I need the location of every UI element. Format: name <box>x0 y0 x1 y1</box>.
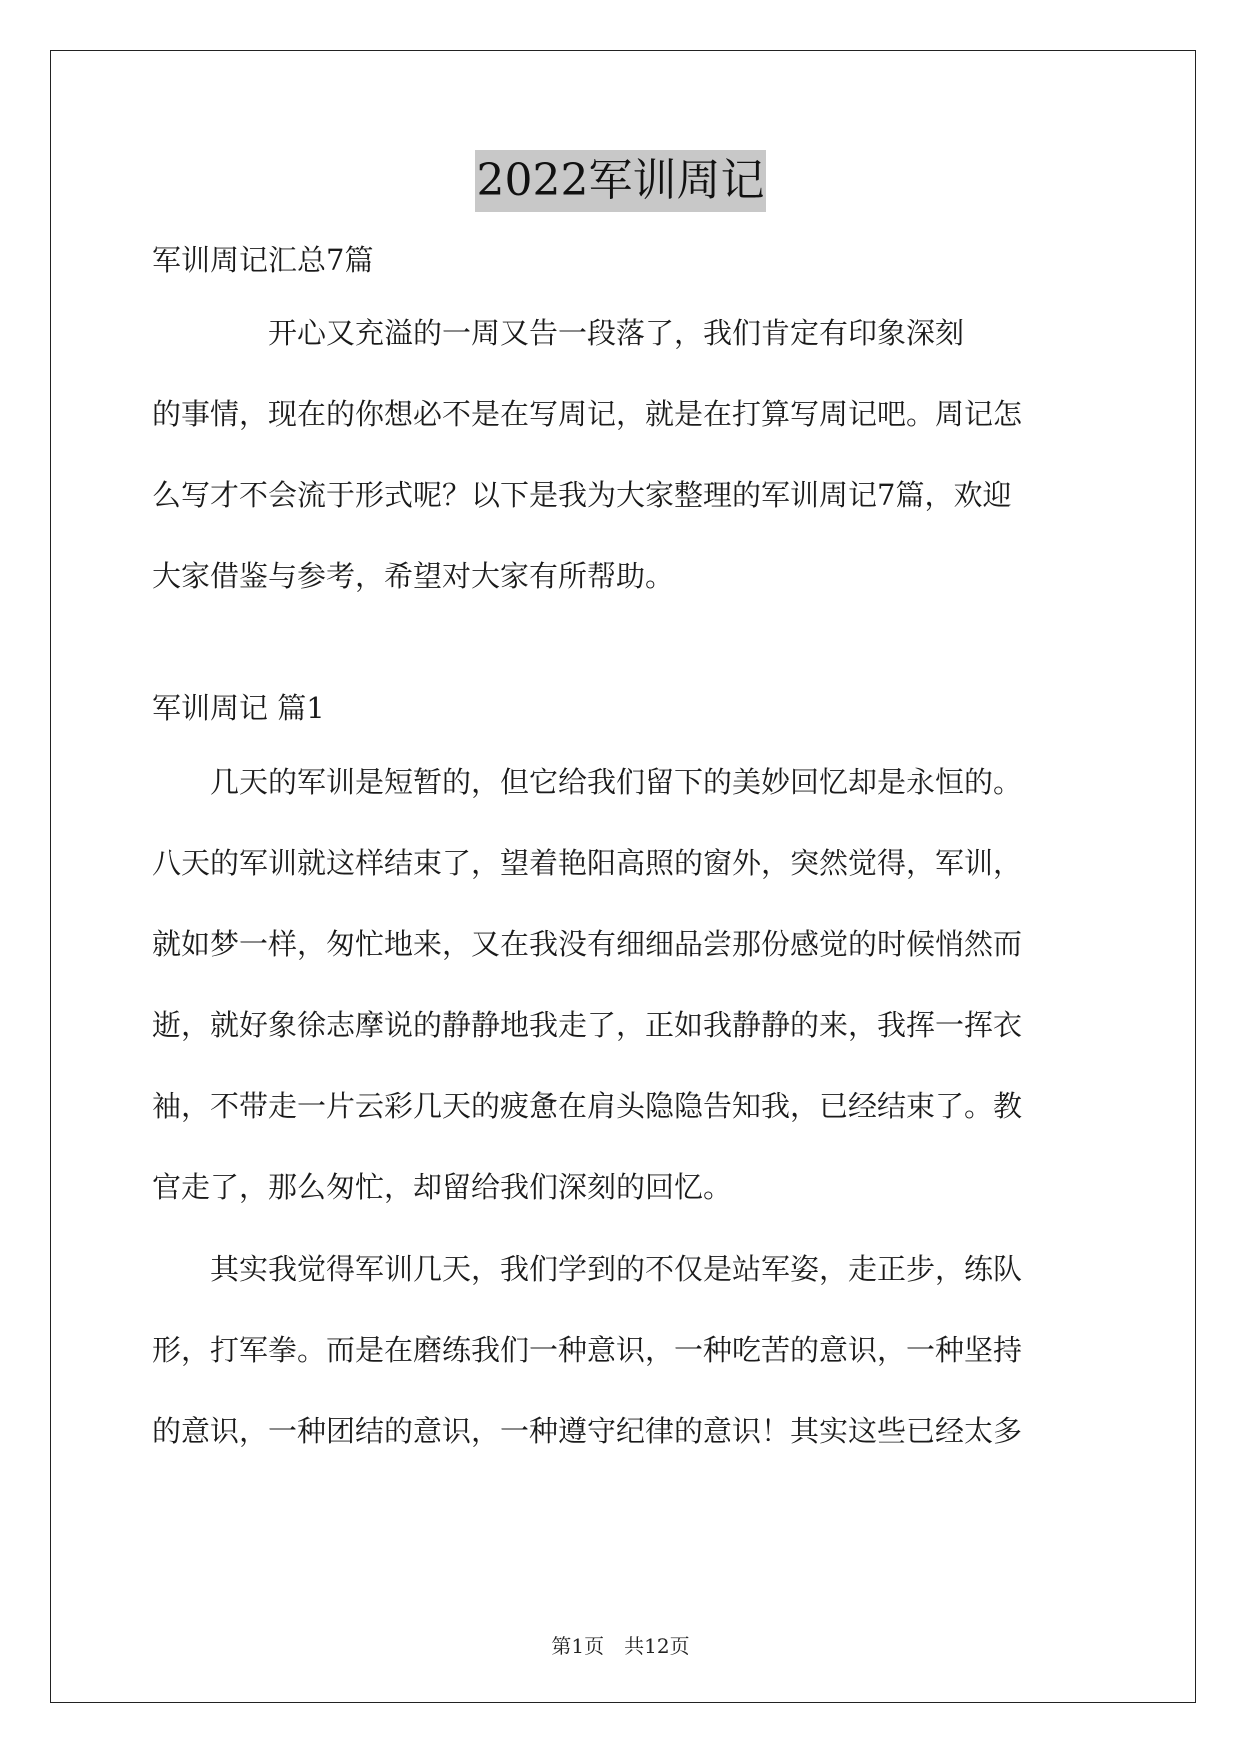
intro-line: 的事情，现在的你想必不是在写周记，就是在打算写周记吧。周记怎 <box>152 397 1023 431</box>
paragraph-line: 官走了，那么匆忙，却留给我们深刻的回忆。 <box>152 1170 733 1204</box>
intro-line: 么写才不会流于形式呢？以下是我为大家整理的军训周记7篇，欢迎 <box>152 478 1012 512</box>
intro-paragraph <box>152 313 1092 637</box>
paragraph-line: 形，打军拳。而是在磨练我们一种意识，一种吃苦的意识，一种坚持 <box>152 1333 1023 1367</box>
paragraph-line: 八天的军训就这样结束了，望着艳阳高照的窗外，突然觉得，军训， <box>152 846 1023 880</box>
section-heading: 军训周记 篇1 <box>152 691 325 725</box>
paragraph-line: 的意识，一种团结的意识，一种遵守纪律的意识！其实这些已经太多 <box>152 1414 1023 1448</box>
paragraph-1 <box>152 762 1092 1248</box>
subtitle: 军训周记汇总7篇 <box>152 243 374 277</box>
paragraph-line: 就如梦一样，匆忙地来，又在我没有细细品尝那份感觉的时候悄然而 <box>152 927 1023 961</box>
title-wrap <box>0 150 1241 212</box>
paragraph-line: 逝，就好象徐志摩说的静静地我走了，正如我静静的来，我挥一挥衣 <box>152 1008 1023 1042</box>
paragraph-2 <box>152 1249 1092 1492</box>
intro-line: 开心又充溢的一周又告一段落了，我们肯定有印象深刻 <box>152 316 965 350</box>
intro-line: 大家借鉴与参考，希望对大家有所帮助。 <box>152 559 675 593</box>
paragraph-line: 袖，不带走一片云彩几天的疲惫在肩头隐隐告知我，已经结束了。教 <box>152 1089 1023 1123</box>
paragraph-line: 其实我觉得军训几天，我们学到的不仅是站军姿，走正步，练队 <box>152 1252 1023 1286</box>
paragraph-line: 几天的军训是短暂的，但它给我们留下的美妙回忆却是永恒的。 <box>152 765 1023 799</box>
page-title: 2022军训周记 <box>475 150 767 212</box>
page-footer: 第1页 共12页 <box>551 1634 690 1658</box>
